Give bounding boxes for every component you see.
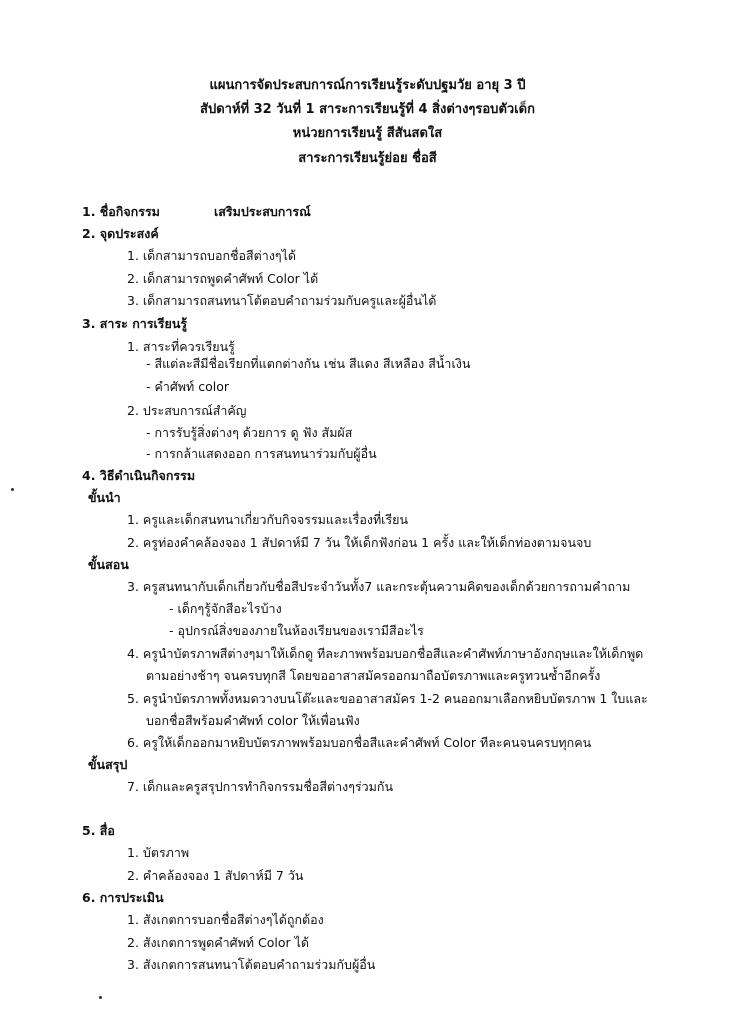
scan-speck bbox=[11, 488, 14, 491]
objective-3: 3. เด็กสามารถสนทนาโต้ตอบคำถามร่วมกับครูและผู้อื่นได้ bbox=[127, 293, 437, 308]
step-3-item-2: - อุปกรณ์สิ่งของภายในห้องเรียนของเรามีสีอะไร bbox=[169, 623, 424, 638]
section-6-heading: 6. การประเมิน bbox=[82, 890, 164, 905]
header-line-1: แผนการจัดประสบการณ์การเรียนรู้ระดับปฐมวัย อายุ 3 ปี bbox=[209, 78, 526, 93]
scan-speck bbox=[99, 996, 102, 999]
stage-summary-label: ขั้นสรุป bbox=[88, 757, 128, 772]
content-sub-2-item-1: - การรับรู้สิ่งต่างๆ ด้วยการ ดู ฟัง สัมผัส bbox=[146, 425, 353, 440]
header-line-3: หน่วยการเรียนรู้ สีสันสดใส bbox=[292, 126, 443, 141]
content-sub-1: 1. สาระที่ควรเรียนรู้ bbox=[127, 339, 235, 354]
section-2-heading: 2. จุดประสงค์ bbox=[82, 226, 159, 241]
section-3-heading: 3. สาระ การเรียนรู้ bbox=[82, 316, 188, 331]
content-sub-1-item-2: - คำศัพท์ color bbox=[146, 379, 230, 394]
objective-2: 2. เด็กสามารถพูดคำศัพท์ Color ได้ bbox=[127, 271, 319, 286]
section-1-heading: 1. ชื่อกิจกรรม bbox=[82, 204, 160, 219]
header-line-2: สัปดาห์ที่ 32 วันที่ 1 สาระการเรียนรู้ที่ 4 สิ่งต่างๆรอบตัวเด็ก bbox=[200, 102, 535, 117]
step-3: 3. ครูสนทนากับเด็กเกี่ยวกับชื่อสีประจำวันทั้ง7 และกระตุ้นความคิดของเด็กด้วยการถามคำถาม bbox=[127, 579, 631, 594]
objective-1: 1. เด็กสามารถบอกชื่อสีต่างๆได้ bbox=[127, 248, 297, 263]
step-5-line-1: 5. ครูนำบัตรภาพทั้งหมดวางบนโต๊ะและขออาสาสมัคร 1-2 คนออกมาเลือกหยิบบัตรภาพ 1 ใบและ bbox=[127, 691, 648, 706]
content-sub-1-item-1: - สีแต่ละสีมีชื่อเรียกที่แตกต่างกัน เช่น สีแดง สีเหลือง สีน้ำเงิน bbox=[146, 356, 471, 371]
step-7: 7. เด็กและครูสรุปการทำกิจกรรมชื่อสีต่างๆร่วมกัน bbox=[127, 779, 393, 794]
content-sub-2-item-2: - การกล้าแสดงออก การสนทนาร่วมกับผู้อื่น bbox=[146, 446, 377, 461]
evaluation-3: 3. สังเกตการสนทนาโต้ตอบคำถามร่วมกับผู้อื่น bbox=[127, 957, 376, 972]
evaluation-1: 1. สังเกตการบอกชื่อสีต่างๆได้ถูกต้อง bbox=[127, 912, 324, 927]
step-4-line-2: ตามอย่างช้าๆ จนครบทุกสี โดยขออาสาสมัครออกมาถือบัตรภาพและครูทวนซ้ำอีกครั้ง bbox=[146, 668, 601, 683]
stage-intro-label: ขั้นนำ bbox=[88, 490, 121, 505]
step-2: 2. ครูท่องคำคล้องจอง 1 สัปดาห์มี 7 วัน ให้เด็กฟังก่อน 1 ครั้ง และให้เด็กท่องตามจนจบ bbox=[127, 535, 592, 550]
step-4-line-1: 4. ครูนำบัตรภาพสีต่างๆมาให้เด็กดู ทีละภาพพร้อมบอกชื่อสีและคำศัพท์ภาษาอังกฤษและให้เด็กพูด bbox=[127, 646, 644, 661]
section-5-heading: 5. สื่อ bbox=[82, 823, 115, 838]
step-6: 6. ครูให้เด็กออกมาหยิบบัตรภาพพร้อมบอกชื่อสีและคำศัพท์ Color ทีละคนจนครบทุกคน bbox=[127, 735, 592, 750]
media-1: 1. บัตรภาพ bbox=[127, 845, 190, 860]
step-5-line-2: บอกชื่อสีพร้อมคำศัพท์ color ให้เพื่อนฟัง bbox=[146, 713, 360, 728]
evaluation-2: 2. สังเกตการพูดคำศัพท์ Color ได้ bbox=[127, 935, 310, 950]
content-sub-2: 2. ประสบการณ์สำคัญ bbox=[127, 403, 247, 418]
header-line-4: สาระการเรียนรู้ย่อย ชื่อสี bbox=[298, 151, 437, 166]
stage-teach-label: ขั้นสอน bbox=[88, 557, 129, 572]
section-1-value: เสริมประสบการณ์ bbox=[214, 204, 311, 219]
section-4-heading: 4. วิธีดำเนินกิจกรรม bbox=[82, 468, 196, 483]
step-3-item-1: - เด็กๆรู้จักสีอะไรบ้าง bbox=[169, 601, 282, 616]
step-1: 1. ครูและเด็กสนทนาเกี่ยวกับกิจจรรมและเรื่องที่เรียน bbox=[127, 512, 409, 527]
media-2: 2. คำคล้องจอง 1 สัปดาห์มี 7 วัน bbox=[127, 868, 304, 883]
